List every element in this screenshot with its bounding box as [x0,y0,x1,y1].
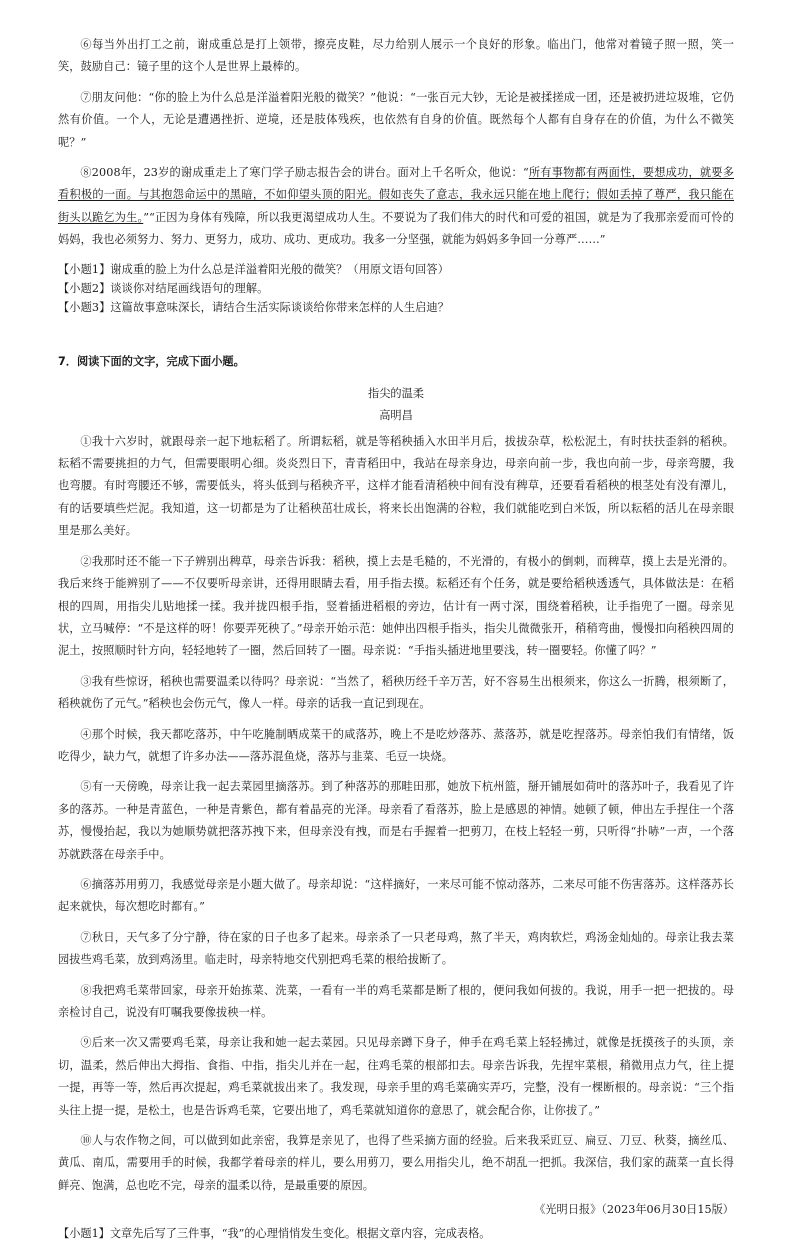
article-paragraph: ⑥摘落苏用剪刀，我感觉母亲是小题大做了。母亲却说：“这样摘好，一来尽可能不惊动落苏，二来尽可能不伤害落苏。这样落苏长起来就快，每次想吃时都有。” [58,877,734,914]
passage-paragraph-8 [58,162,734,252]
passage-paragraph-7: ⑦朋友问他：“你的脸上为什么总是洋溢着阳光般的微笑？”他说：“一张百元大钞，无论是被揉搓成一团，还是被扔进垃圾堆，它仍然有价值。一个人，无论是遭遇挫折、逆境，还是肢体残疾，也依然有自身的价值。既然每个人都有自身存在的价值，为什么不微笑呢？” [58,90,734,149]
underlined-sentence: 所有事物都有两面性，要想成功，就要多看积极的一面。与其抱怨命运中的黑暗，不如仰望头顶的阳光。假如丧失了意志，我永远只能在地上爬行；假如丢掉了尊严，我只能在街头以跪乞为生。 [58,166,734,224]
article-paragraph: ⑦秋日，天气多了分宁静，待在家的日子也多了起来。母亲杀了一只老母鸡，熬了半天，鸡肉软烂，鸡汤金灿灿的。母亲让我去菜园拔些鸡毛菜，放到鸡汤里。临走时，母亲特地交代别把鸡毛菜的根给拔断了。 [58,930,734,967]
document-page [58,34,734,1245]
article-paragraph: ④那个时候，我天都吃落苏，中午吃腌制晒成菜干的咸落苏，晚上不是吃炒落苏、蒸落苏，就是吃捏落苏。母亲怕我们有情绪，饭吃得少，缺力气，就想了许多办法——落苏混鱼烧，落苏与韭菜、毛豆一块烧。 [58,727,734,763]
passage-paragraph-6: ⑥每当外出打工之前，谢成重总是打上领带，擦亮皮鞋，尽力给别人展示一个良好的形象。临出门，他常对着镜子照一照，笑一笑，鼓励自己：镜子里的这个人是世界上最棒的。 [58,38,734,74]
article-author: 高明昌 [379,408,413,422]
article-paragraph: ⑩人与农作物之间，可以做到如此亲密，我算是亲见了，也得了些采摘方面的经验。后来我采豇豆、扁豆、刀豆、秋葵，摘丝瓜、黄瓜、南瓜，需要用手的时候，我都学着母亲的样儿，要么用剪刀，要么用指尖儿，绝不胡乱一把抓。我深信，我们家的蔬菜一直长得鲜亮、饱满，总也吃不完，母亲的温柔以待，是最重要的原因。 [58,1134,734,1192]
paragraph-8-text-after: ”“正因为身体有残障，所以我更渴望成功人生。不要说为了我们伟大的时代和可爱的祖国，就是为了我那亲爱而可怜的妈妈，我也必须努力、努力、更努力，成功、成功、更成功。我多一分坚强，就能为妈妈多争回一分尊严……” [58,210,734,247]
article-paragraph: ③我有些惊讶，稻秧也需要温柔以待吗？母亲说：“当然了，稻秧历经千辛万苦，好不容易生出根须来，你这么一折腾，根须断了，稻秧就伤了元气。”稻秧也会伤元气，像人一样。母亲的话我一直记到现在。 [58,674,734,711]
question-7-sub-question-1: 【小题1】文章先后写了三件事，“我”的心理悄悄发生变化。根据文章内容，完成表格。 [58,1227,491,1241]
question-7-heading: 7．阅读下面的文字，完成下面小题。 [58,354,245,368]
article-source: 《光明日报》（2023年06月30日15版） [534,1203,734,1217]
article-paragraph: ①我十六岁时，就跟母亲一起下地耘稻了。所谓耘稻，就是等稻秧插入水田半月后，拔拔杂草，松松泥土，有时扶扶歪斜的稻秧。耘稻不需要挑担的力气，但需要眼明心细。炎炎烈日下，青青稻田中，我站在母亲身边，母亲向前一步，我也向前一步，母亲弯腰，我也弯腰。有时弯腰还不够，需要低头，将头低到与稻秧齐平，这样才能看清稻秧中间有没有稗草，还要看看稻秧的根茎处有没有潭儿，有的话要填些烂泥。我知道，这一切都是为了让稻秧茁壮成长，将来长出饱满的谷粒，我们就能吃到白米饭，所以耘稻的活儿在母亲眼里是那么美好。 [58,434,734,538]
article-paragraph: ⑧我把鸡毛菜带回家，母亲开始拣菜、洗菜，一看有一半的鸡毛菜都是断了根的，便问我如何拔的。我说，用手一把一把拔的。母亲检讨自己，说没有叮嘱我要像拔秧一样。 [58,983,734,1019]
article-paragraph: ⑨后来一次又需要鸡毛菜，母亲让我和她一起去菜园。只见母亲蹲下身子，伸手在鸡毛菜上轻轻拂过，就像是抚摸孩子的头顶，亲切，温柔，然后伸出大拇指、食指、中指，指尖儿并在一起，往鸡毛菜的根部扣去。母亲告诉我，先捏牢菜根，稍微用点力气，往上提一提，再等一等，然后再次提起，鸡毛菜就拔出来了。我发现，母亲手里的鸡毛菜确实弄巧，完整，没有一棵断根的。母亲说：“三个指头往上提一提，是松土，也是告诉鸡毛菜，它要出地了，鸡毛菜就知道你的意思了，就会配合你，让你拔了。” [58,1036,734,1117]
sub-question-3: 【小题3】这篇故事意味深长，请结合生活实际谈谈给你带来怎样的人生启迪？ [58,300,449,314]
article-title: 指尖的温柔 [368,386,424,400]
sub-question-2: 【小题2】谈谈你对结尾画线语句的理解。 [58,281,269,295]
paragraph-8-text-before: ⑧2008年，23岁的谢成重走上了寒门学子励志报告会的讲台。面对上千名听众，他说：“ [80,166,529,180]
article-paragraph: ②我那时还不能一下子辨别出稗草，母亲告诉我：稻秧，摸上去是毛糙的，不光滑的，有极小的倒刺，而稗草，摸上去是光滑的。我后来终于能辨别了——不仅要听母亲讲，还得用眼睛去看，用手指去摸。耘稻还有个任务，就是要给稻秧透透气，具体做法是：在稻根的四周，用指尖儿贴地揉一揉。我并拢四根手指，竖着插进稻根的旁边，估计有一两寸深，围绕着稻秧，让手指兜了一圈。母亲见状，立马喊停：“不是这样的呀！你要弄死秧了。”母亲开始示范：她伸出四根手指头，指尖儿微微张开，稍稍弯曲，慢慢扣向稻秧四周的泥土，按照顺时针方向，轻轻地转了一圈，然后回转了一圈。母亲说：“手指头插进地里要浅，转一圈要轻。你懂了吗？” [58,554,734,658]
article-paragraph: ⑤有一天傍晚，母亲让我一起去菜园里摘落苏。到了种落苏的那畦田那，她放下杭州篮，掰开铺展如荷叶的落苏叶子，我看见了许多的落苏。一种是青蓝色，一种是青紫色，都有着晶亮的光泽。母亲看了看落苏，脸上是感恩的神情。她顿了顿，伸出左手捏住一个落苏，慢慢抬起，我以为她顺势就把落苏拽下来，但母亲没有拽，而是右手握着一把剪刀，在枝上轻轻一剪，只听得“扑哧”一声，一个落苏就跌落在母亲手中。 [58,780,734,861]
sub-question-1: 【小题1】谢成重的脸上为什么总是洋溢着阳光般的微笑？（用原文语句回答） [58,262,449,276]
passage-1-questions [58,260,734,317]
